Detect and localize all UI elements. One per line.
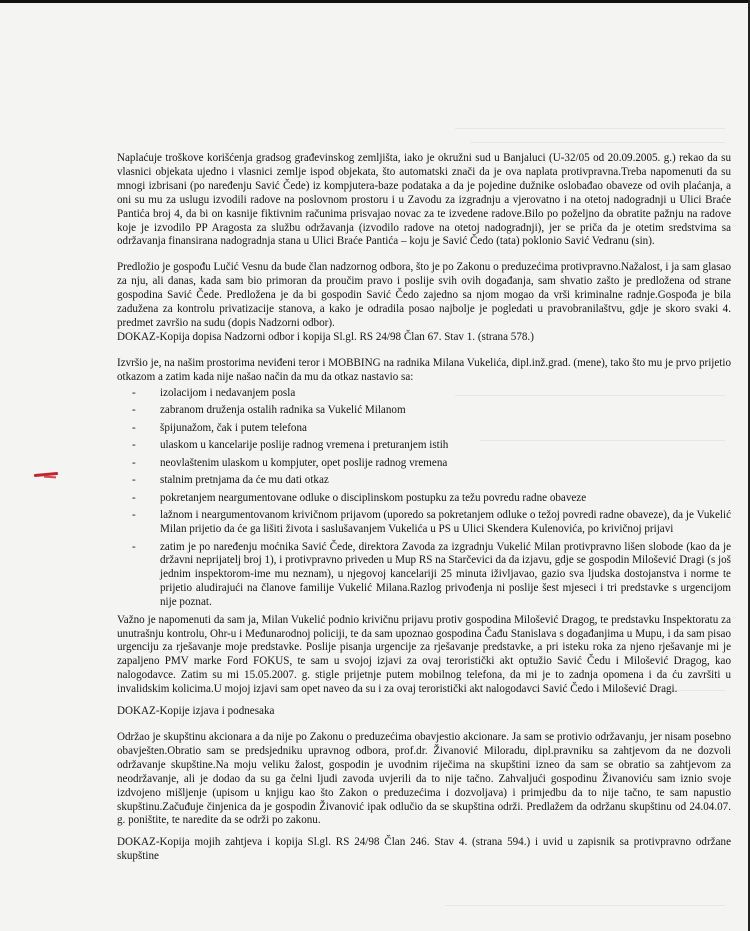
list-item: - zabranom druženja ostalih radnika sa Vukelić Milanom <box>132 404 406 417</box>
bullet-dash: - <box>132 439 136 452</box>
list-item: - ulaskom u kancelarije poslije radnog vremena i preturanjem istih <box>132 439 449 452</box>
bullet-dash: - <box>132 404 136 417</box>
paragraph-shareholders-meeting: Održao je skupštinu akcionara a da nije po Zakonu o preduzećima obavjestio akcionare. Ja sam se protivio održavanju, jer nisam posebno obavješten.Obratio sam se predsjedniku upravnog odbora, prof.dr. Živanović Miloradu, dipl.pravniku sa zahtjevom da ne dozvoli održavanje skupštine.Na moju veliku žalost, gospodin je uvodnim riječima na skupštini izneo da sam se obratio sa zahtjevom za neodržavanje, ali je dodao da su ga čelni ljudi zavoda uvjerili da to nije tačno. Zahvaljući gospodinu Živanoviću sam iznio svoje izdvojeno mišljenje (upisom u knjigu kao što Zakon o preduzećima i dozvoljava) i primjedbu da to nije tačno, te sam napustio skupštinu.Začuđuje činjenica da je gospodin Živanović ipak odlučio da se skupština održi. Predlažem da održanu skupštinu od 24.04.07. g. poništite, te naredite da se održi po zakonu. <box>117 730 731 827</box>
list-item: - izolacijom i nedavanjem posla <box>132 386 296 399</box>
bullet-dash: - <box>132 456 136 469</box>
mobbing-list <box>117 387 731 610</box>
bullet-dash: - <box>132 509 136 522</box>
proof-meeting: DOKAZ-Kopija mojih zahtjeva i kopija Sl.gl. RS 24/98 Član 246. Stav 4. (strana 594.) i uvid u zapisnik sa protivpravno održane skupštine <box>117 836 731 863</box>
list-item: - lažnom i neargumentovanom krivičnom prijavom (uporedo sa pokretanjem odluke o težoj povredi radne obaveze), da je Vukelić Milan prijetio da će ga lišiti života i saslušavanjem Vukelića u PS u Ulici Skendera Kulenovića, po krivičnoj prijavi <box>132 509 731 535</box>
paragraph-land-fees: Naplaćuje troškove korišćenja gradsog građevinskog zemljišta, iako je okružni sud u Banjaluci (U-32/05 od 20.09.2005. g.) rekao da su vlasnici objekata ujedno i vlasnici zemlje ispod objekata, što automatski znači da je ova naplata protivpravna.Treba napomenuti da su mnogi izbrisani (po naređenju Savić Čede) iz kompjutera-baze podataka a da je pojedine dužnike oslobađao obaveze od ovih plaćanja, a oni su mu za uslugu izvodili radove na poslovnom prostoru i u Zavodu za izgradnju a vjerovatno i na otetoj nadogradnji u Ulici Braće Pantića broj 4, da bi on kasnije fiktivnim računima prisvajao novac za te izvedene radove.Bilo po poželjno da obratite pažnju na radove koje je izvodilo PP Aragosta za službu održavanja (izvodilo radove na otetoj nadogradnji), jer se priča da je otetim sredstvima sa održavanja finansirana nadogradnja stana u Ulici Braće Pantića – koju je Savić Čedo (tata) poklonio Savić Vedranu (sin). <box>117 152 731 248</box>
document-page <box>117 152 731 864</box>
red-pen-mark-tail <box>44 476 56 479</box>
proof-supervisory-board: DOKAZ-Kopija dopisa Nadzorni odbor i kopija Sl.gl. RS 24/98 Član 67. Stav 1. (strana 578.) <box>117 330 534 343</box>
bullet-dash: - <box>132 474 136 487</box>
list-item: - neovlaštenim ulaskom u kompjuter, opet poslije radnog vremena <box>132 456 448 469</box>
bullet-dash: - <box>132 540 136 553</box>
bullet-dash: - <box>132 491 136 504</box>
paragraph-mobbing: Izvršio je, na našim prostorima neviđeni teror i MOBBING na radnika Milana Vukelića, dipl.inž.grad. (mene), tako što mu je prvo prijetio otkazom a zatim kada nije našao način da mu da otkaz nastavio sa: <box>117 356 731 383</box>
paragraph-supervisory-board: Predložio je gospođu Lučić Vesnu da bude član nadzornog odbora, što je po Zakonu o preduzećima protivpravno.Nažalost, i ja sam glasao za nju, ali danas, kada sam bio primoran da proučim pravo i poslije svih ovih događanja, sam shvatio zašto je predložena od strane gospodina Savić Čede. Predložena je da bi gospodin Savić Čedo zajedno sa njom mogao da vrši kriminalne radnje.Gospođa je bila zadužena za kontrolu privatizacije stanova, a kako je odradila posao najbolje je pogledati u pravobranilaštvu, gdje je skoro svaki 4. predmet završio na sudu (dopis Nadzorni odbor). <box>117 261 731 329</box>
list-item: - pokretanjem neargumentovane odluke o disciplinskom postupku za težu povredu radne obaveze <box>132 491 587 504</box>
bullet-dash: - <box>132 421 136 434</box>
bullet-dash: - <box>132 386 136 399</box>
list-item: - stalnim pretnjama da će mu dati otkaz <box>132 474 329 487</box>
proof-statements: DOKAZ-Kopije izjava i podnesaka <box>117 705 275 718</box>
list-item: - špijunažom, čak i putem telefona <box>132 421 307 434</box>
paragraph-criminal-report: Važno je napomenuti da sam ja, Milan Vukelić podnio krivičnu prijavu protiv gospodina Milošević Dragog, te predstavku Inspektoratu za unutrašnju kontrolu, Ohr-u i Međunarodnoj policiji, te da sam upoznao gospodina Čađu Stanislava s događanjima u Mupu, i da sam pisao urgenciju za rješavanje moje predstavke. Poslije pisanja urgencije za rješavanje predstavke, a pri isteku roka za njeno rješavanje mi je zapaljeno PMV marke Ford FOKUS, te sam u svojoj izjavi za ovaj teroristički akt optužio Savić Čedu i Milošević Dragog, kao nalogodavce. Zatim su mi 15.05.2007. g. stigle prijetnje putem mobilnog telefona, da mi je to zadnja opomena i da ću završiti u invalidskim kolicima.U mojoj izjavi sam opet naveo da su i za ovaj teroristički akt nalogodavci Savić Čedo i Milošević Dragi. <box>117 613 731 696</box>
scan-edge-top <box>0 0 750 3</box>
list-item: - zatim je po naređenju moćnika Savić Čede, direktora Zavoda za izgradnju Vukelić Milan protivpravno lišen slobode (kao da je državni neprijatelj broj 1), i protivpravno priveden u Mup RS na Starčevici da da izjavu, gdje se gospodin Milošević Dragi (s još jednim inspektorom-ime mu neznam), u njegovoj kancelariji 25 minuta iživljavao, gazio sva ljudska dostojanstva i norme te prijetio aludirajući na članove familije Vukelić Milana.Razlog privođenja ni poslije šest mjeseci i tri predstavke s urgencijom nije poznat. <box>132 540 731 609</box>
